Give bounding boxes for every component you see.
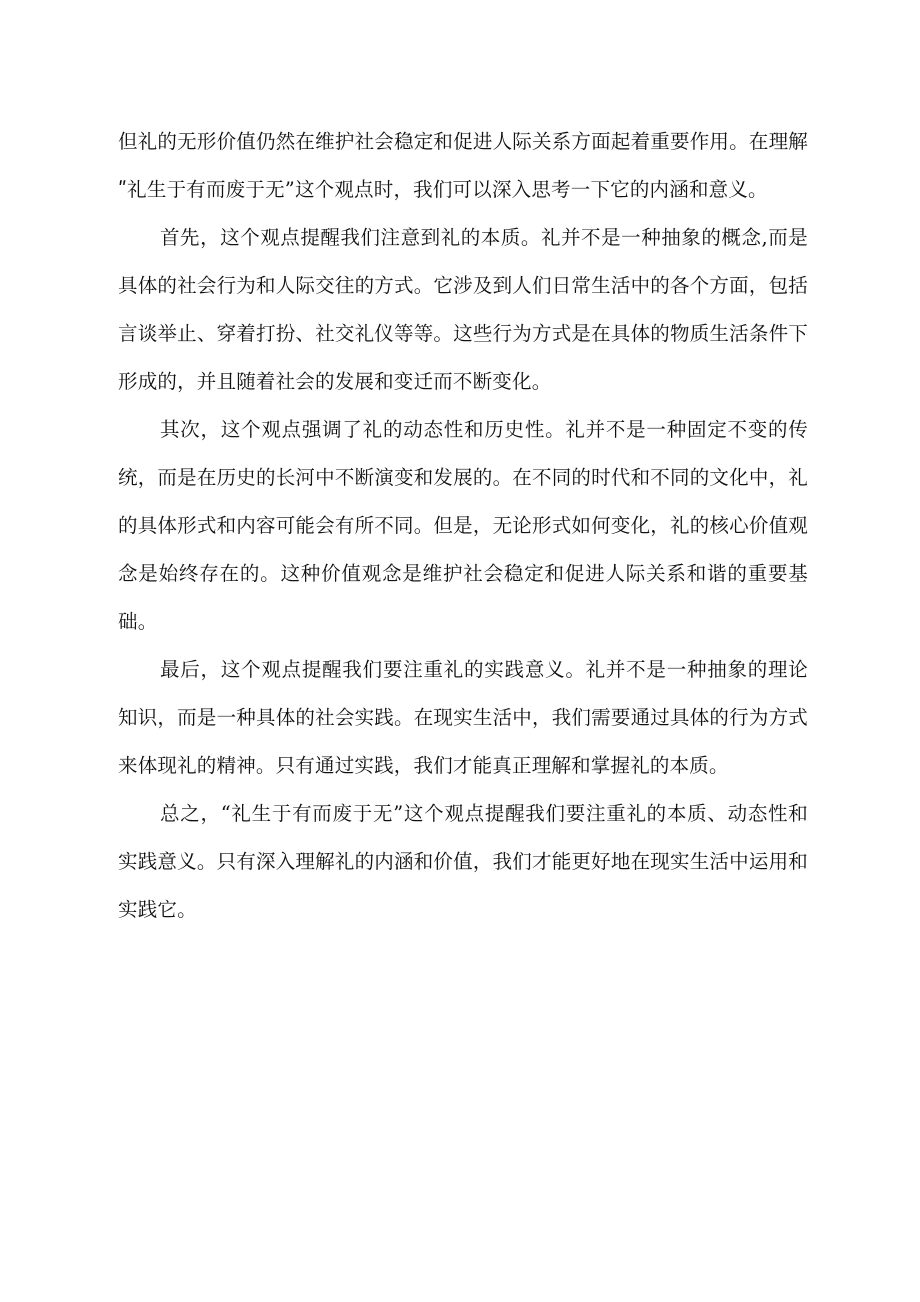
- paragraph-essence: 首先，这个观点提醒我们注意到礼的本质。礼并不是一种抽象的概念,而是具体的社会行为和人际交往的方式。它涉及到人们日常生活中的各个方面，包括言谈举止、穿着打扮、社交礼仪等等。这些行为方式是在具体的物质生活条件下形成的，并且随着社会的发展和变迁而不断变化。: [118, 226, 808, 393]
- paragraph-practice: 最后，这个观点提醒我们要注重礼的实践意义。礼并不是一种抽象的理论知识，而是一种具体的社会实践。在现实生活中，我们需要通过具体的行为方式来体现礼的精神。只有通过实践，我们才能真正理解和掌握礼的本质。: [118, 658, 808, 777]
- document-body: [118, 118, 808, 934]
- paragraph-continuation: 但礼的无形价值仍然在维护社会稳定和促进人际关系方面起着重要作用。在理解ʺ礼生于有而废于无”这个观点时，我们可以深入思考一下它的内涵和意义。: [118, 130, 808, 201]
- paragraph-conclusion: 总之，“礼生于有而废于无”这个观点提醒我们要注重礼的本质、动态性和实践意义。只有深入理解礼的内涵和价值，我们才能更好地在现实生活中运用和实践它。: [118, 802, 808, 921]
- paragraph-dynamics: 其次，这个观点强调了礼的动态性和历史性。礼并不是一种固定不变的传统，而是在历史的长河中不断演变和发展的。在不同的时代和不同的文化中，礼的具体形式和内容可能会有所不同。但是，无论形式如何变化，礼的核心价值观念是始终存在的。这种价值观念是维护社会稳定和促进人际关系和谐的重要基础。: [118, 418, 808, 633]
